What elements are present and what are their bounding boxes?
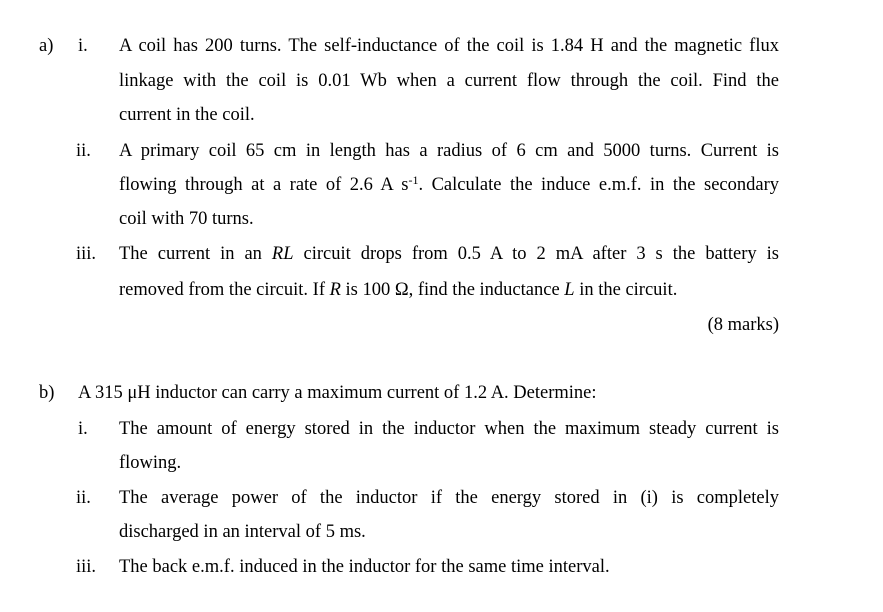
part-a-item-3-text-e: in the circuit. xyxy=(574,280,678,300)
part-a-item-2-numeral: ii. xyxy=(76,141,91,161)
part-a-item-2-line-3: coil with 70 turns. xyxy=(119,209,254,229)
part-a-item-1-line-3: current in the coil. xyxy=(119,105,255,125)
part-a-item-2-line-2 xyxy=(119,174,779,196)
part-a-marks: (8 marks) xyxy=(707,315,779,335)
part-a-item-1-line-1: A coil has 200 turns. The self-inductance of the coil is 1.84 H and the magnetic flux xyxy=(119,36,779,56)
part-b-item-1-line-2: flowing. xyxy=(119,453,182,473)
part-a-item-2-line-1: A primary coil 65 cm in length has a radius of 6 cm and 5000 turns. Current is xyxy=(119,141,779,161)
part-a-item-1-line-2: linkage with the coil is 0.01 Wb when a current flow through the coil. Find the xyxy=(119,71,779,91)
part-b-item-2-line-1: The average power of the inductor if the energy stored in (i) is completely xyxy=(119,488,779,508)
part-a-item-3-text-a: The current in an xyxy=(119,244,272,264)
part-b-item-3-numeral: iii. xyxy=(76,557,97,577)
part-b-intro: A 315 μH inductor can carry a maximum current of 1.2 A. Determine: xyxy=(78,383,597,403)
part-a-item-2-line-2-text-a: flowing through at a rate of 2.6 A s xyxy=(119,175,409,195)
part-a-item-3-text-b: circuit drops from 0.5 A to 2 mA after 3 s the battery is xyxy=(293,244,779,264)
part-a-item-2-line-2-superscript: -1 xyxy=(408,173,419,187)
part-a-item-1-numeral: i. xyxy=(78,36,88,56)
part-b-item-3-line-1: The back e.m.f. induced in the inductor for the same time interval. xyxy=(119,557,610,577)
part-b-item-2-line-2: discharged in an interval of 5 ms. xyxy=(119,522,366,542)
part-b-item-2-numeral: ii. xyxy=(76,488,91,508)
part-a-item-3-line-2 xyxy=(119,279,677,301)
part-b-item-1-numeral: i. xyxy=(78,419,88,439)
part-a-item-3-line-1 xyxy=(119,243,779,265)
part-a-item-3-rl-symbol: RL xyxy=(271,244,294,264)
part-a-item-3-text-c: removed from the circuit. If xyxy=(119,280,330,300)
part-b-label: b) xyxy=(39,383,55,403)
part-a-item-3-numeral: iii. xyxy=(76,244,97,264)
part-a-item-2-line-2-text-b: . Calculate the induce e.m.f. in the secondary xyxy=(418,175,779,195)
part-a-label: a) xyxy=(39,36,54,56)
part-a-item-3-r-symbol: R xyxy=(329,280,341,300)
part-a-item-3-text-d: is 100 Ω, find the inductance xyxy=(340,280,565,300)
part-b-item-1-line-1: The amount of energy stored in the inductor when the maximum steady current is xyxy=(119,419,779,439)
part-a-item-3-l-symbol: L xyxy=(564,280,575,300)
